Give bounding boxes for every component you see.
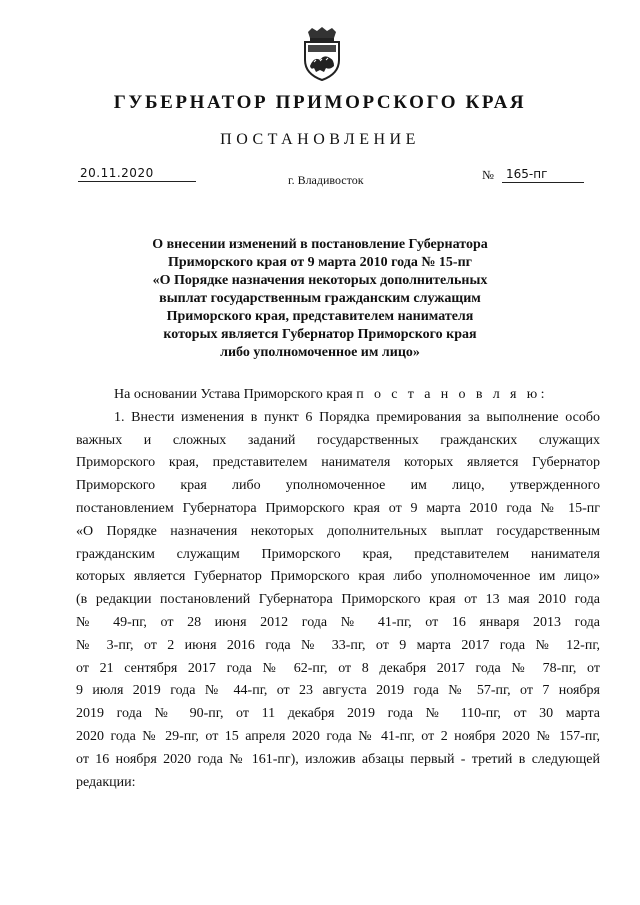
paragraph-line: 9 июля 2019 года № 44-пг, от 23 августа 2019 года № 57-пг, от 7 ноября: [76, 683, 600, 699]
subject-line: которых является Губернатор Приморского края: [163, 327, 477, 342]
paragraph-line: Приморского края либо уполномоченное им лицо, утвержденного: [76, 478, 600, 494]
document-body: [76, 384, 600, 794]
subject-line: «О Порядке назначения некоторых дополнительных: [152, 273, 488, 288]
paragraph-line: Приморского края, представителем нанимателя которых является Губернатор: [76, 455, 600, 471]
number-sign: №: [482, 168, 494, 182]
preamble: [76, 384, 600, 407]
paragraph-line: редакции:: [76, 774, 136, 790]
paragraph-line: (в редакции постановлений Губернатора Приморского края от 13 мая 2010 года: [76, 592, 600, 608]
subject-line: Приморского края, представителем нанимателя: [166, 309, 474, 324]
subject-line: Приморского края от 9 марта 2010 года № 15-пг: [167, 255, 473, 270]
document-subject: [110, 236, 530, 362]
number-value: 165-пг: [502, 167, 584, 183]
document-city: г. Владивосток: [288, 173, 364, 187]
decree-word: п о с т а н о в л я ю:: [356, 387, 548, 402]
document-type: ПОСТАНОВЛЕНИЕ: [220, 131, 420, 148]
paragraph-line: от 21 сентября 2017 года № 62-пг, от 8 декабря 2017 года № 78-пг, от: [76, 660, 600, 676]
paragraph-line: 1. Внести изменения в пункт 6 Порядка премирования за выполнение особо: [114, 409, 600, 425]
paragraph-line: «О Порядке назначения некоторых дополнительных выплат государственным: [76, 523, 600, 539]
paragraph-line: важных и сложных заданий государственных гражданских служащих: [76, 432, 600, 448]
paragraph-line: № 3-пг, от 2 июня 2016 года № 33-пг, от 9 марта 2017 года № 12-пг,: [76, 637, 600, 653]
document-number: [482, 168, 580, 183]
paragraph-line: постановлением Губернатора Приморского края от 9 марта 2010 года № 15-пг: [76, 500, 600, 516]
preamble-text: На основании Устава Приморского края: [114, 387, 353, 402]
subject-line: либо уполномоченное им лицо»: [220, 345, 420, 360]
paragraph-line: 2020 года № 29-пг, от 15 апреля 2020 года № 41-пг, от 2 ноября 2020 № 157-пг,: [76, 728, 600, 744]
paragraph-line: 2019 года № 90-пг, от 11 декабря 2019 года № 110-пг, от 30 марта: [76, 706, 600, 722]
coat-of-arms-emblem: [300, 26, 344, 82]
paragraph-line: гражданским служащим Приморского края, представителем нанимателя: [76, 546, 600, 562]
subject-line: О внесении изменений в постановление Губернатора: [152, 237, 488, 252]
paragraph-line: № 49-пг, от 28 июня 2012 года № 41-пг, от 16 января 2013 года: [76, 614, 600, 630]
document-date: 20.11.2020: [78, 166, 196, 182]
issuer-title: ГУБЕРНАТОР ПРИМОРСКОГО КРАЯ: [113, 92, 527, 113]
paragraph-line: от 16 ноября 2020 года № 161-пг), изложив абзацы первый - третий в следующей: [76, 751, 600, 767]
paragraph-line: которых является Губернатор Приморского края либо уполномоченное им лицо»: [76, 569, 600, 585]
subject-line: выплат государственным гражданским служащим: [159, 291, 481, 306]
